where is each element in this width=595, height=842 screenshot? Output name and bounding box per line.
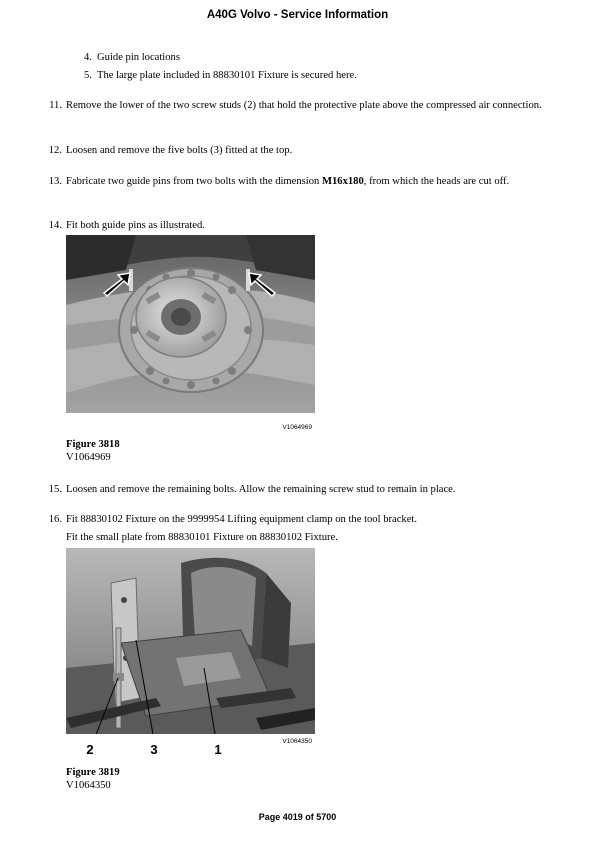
step-text: Fit 88830102 Fixture on the 9999954 Lifting equipment clamp on the tool bracket. bbox=[66, 514, 418, 525]
figure-3818-photo bbox=[66, 235, 315, 433]
step-number: 13. bbox=[48, 176, 62, 187]
callout-label: 3 bbox=[150, 742, 158, 757]
step-number: 15. bbox=[48, 484, 62, 495]
figure-3819-photo bbox=[66, 548, 315, 760]
step-text: Remove the lower of the two screw studs (2) that hold the protective plate above the compressed air connection. bbox=[66, 100, 542, 111]
page-header: A40G Volvo - Service Information bbox=[206, 9, 389, 21]
step-text: Fit both guide pins as illustrated. bbox=[66, 220, 205, 231]
figure-id: V1064350 bbox=[66, 780, 111, 791]
image-code: V1064969 bbox=[282, 424, 312, 431]
sublist-item: The large plate included in 88830101 Fixture is secured here. bbox=[97, 70, 357, 81]
step-number: 16. bbox=[48, 514, 62, 525]
step-text: Fabricate two guide pins from two bolts with the dimension M16x180, from which the heads are cut off. bbox=[66, 176, 510, 187]
step-number: 11. bbox=[49, 100, 62, 111]
page-footer: Page 4019 of 5700 bbox=[258, 812, 337, 822]
figure-caption: Figure 3818 bbox=[66, 439, 120, 450]
figure-id: V1064969 bbox=[66, 452, 111, 463]
step-number: 12. bbox=[48, 145, 62, 156]
callout-label: 1 bbox=[214, 742, 222, 757]
dimension-text: M16x180 bbox=[321, 176, 364, 187]
sublist-item: Guide pin locations bbox=[97, 52, 180, 63]
step-number: 14. bbox=[48, 220, 62, 231]
image-code: V1064350 bbox=[282, 738, 312, 745]
step-text: Loosen and remove the five bolts (3) fitted at the top. bbox=[66, 145, 293, 156]
step-text: Loosen and remove the remaining bolts. Allow the remaining screw stud to remain in place. bbox=[66, 484, 456, 495]
figure-caption: Figure 3819 bbox=[66, 767, 120, 778]
sublist-number: 4. bbox=[84, 52, 92, 63]
step-text-continued: Fit the small plate from 88830101 Fixture on 88830102 Fixture. bbox=[66, 532, 338, 543]
sublist-number: 5. bbox=[84, 70, 92, 81]
callout-label: 2 bbox=[86, 742, 94, 757]
